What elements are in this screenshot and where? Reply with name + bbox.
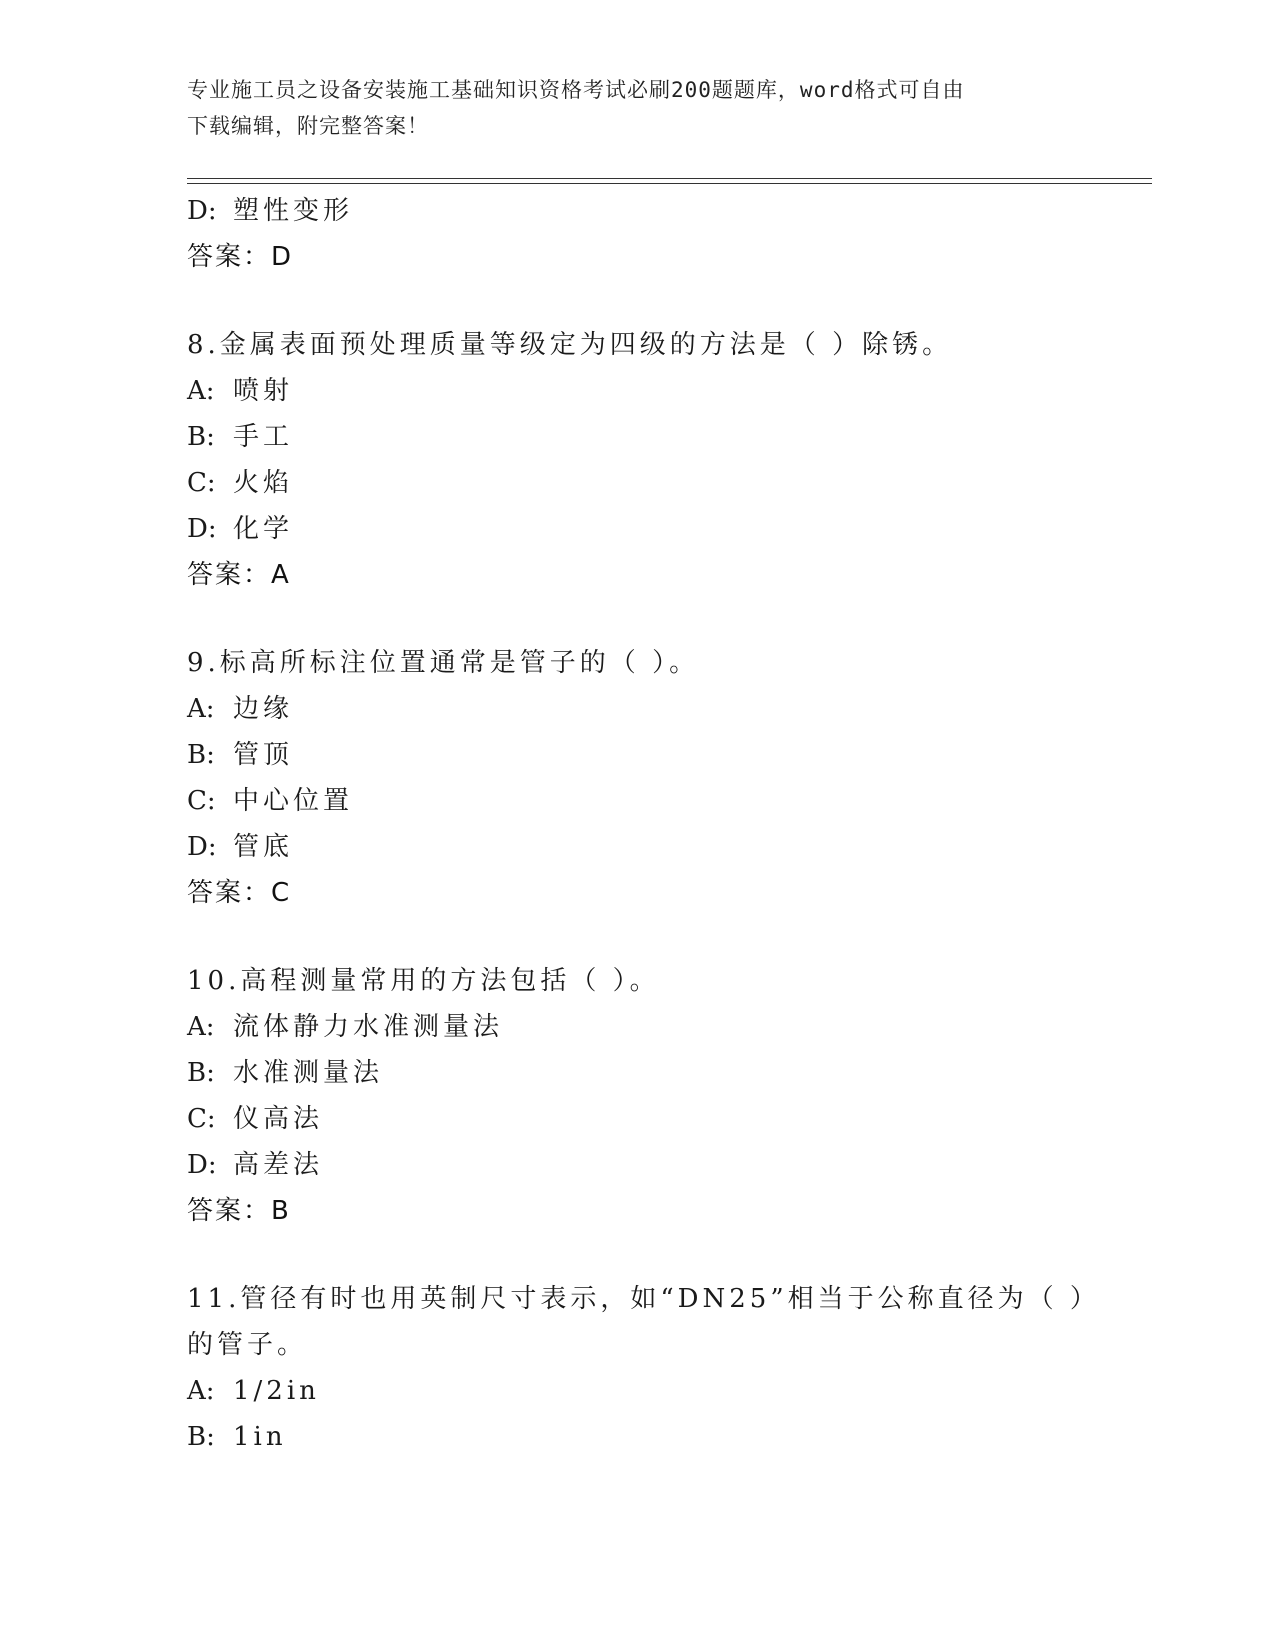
answer-line: 答案：B bbox=[187, 1196, 291, 1226]
option-text: 火焰 bbox=[233, 468, 294, 498]
option-text: 水准测量法 bbox=[233, 1058, 384, 1088]
option-letter: B: bbox=[187, 1058, 215, 1088]
option-a bbox=[187, 368, 1087, 414]
option-d bbox=[187, 506, 1087, 552]
question-stem: 9.标高所标注位置通常是管子的（ ）。 bbox=[187, 648, 700, 678]
option-text: 高差法 bbox=[233, 1150, 324, 1180]
option-text: 管顶 bbox=[233, 740, 294, 770]
option-b bbox=[187, 1414, 1087, 1460]
option-letter: A: bbox=[187, 1376, 215, 1406]
option-text: 边缘 bbox=[233, 694, 294, 724]
option-text: 手工 bbox=[233, 422, 294, 452]
header-divider-bottom bbox=[187, 183, 1152, 184]
question-stem: 8.金属表面预处理质量等级定为四级的方法是（ ）除锈。 bbox=[187, 330, 953, 360]
option-letter: C: bbox=[187, 468, 216, 498]
option-letter: A: bbox=[187, 694, 215, 724]
option-letter: D: bbox=[187, 196, 217, 226]
option-text: 管底 bbox=[233, 832, 294, 862]
option-text: 1in bbox=[233, 1422, 287, 1452]
option-letter: C: bbox=[187, 1104, 216, 1134]
option-letter: D: bbox=[187, 514, 217, 544]
question-stem-line-1: 11.管径有时也用英制尺寸表示，如“DN25”相当于公称直径为（ ） bbox=[187, 1284, 1100, 1314]
option-text: 仪高法 bbox=[233, 1104, 324, 1134]
option-letter: D: bbox=[187, 832, 217, 862]
question-stem: 10.高程测量常用的方法包括（ ）。 bbox=[187, 966, 660, 996]
option-c bbox=[187, 1096, 1087, 1142]
option-letter: B: bbox=[187, 422, 215, 452]
answer-line: 答案：A bbox=[187, 560, 291, 590]
option-c bbox=[187, 460, 1087, 506]
option-d bbox=[187, 1142, 1087, 1188]
option-text: 化学 bbox=[233, 514, 294, 544]
question-10 bbox=[187, 958, 1087, 1234]
option-text: 喷射 bbox=[233, 376, 294, 406]
option-letter: B: bbox=[187, 740, 215, 770]
option-text: 流体静力水准测量法 bbox=[233, 1012, 504, 1042]
option-a bbox=[187, 1368, 1087, 1414]
question-stem-line-2: 的管子。 bbox=[187, 1330, 308, 1360]
question-list bbox=[187, 188, 1100, 1460]
header-divider-top bbox=[187, 178, 1152, 179]
option-text: 塑性变形 bbox=[233, 196, 354, 226]
option-letter: B: bbox=[187, 1422, 215, 1452]
option-a bbox=[187, 1004, 1087, 1050]
option-text: 1/2in bbox=[233, 1376, 320, 1406]
option-letter: C: bbox=[187, 786, 216, 816]
question-11 bbox=[187, 1276, 1100, 1460]
answer-line: 答案：C bbox=[187, 878, 292, 908]
option-letter: A: bbox=[187, 376, 215, 406]
option-c bbox=[187, 778, 1087, 824]
option-b bbox=[187, 1050, 1087, 1096]
option-letter: A: bbox=[187, 1012, 215, 1042]
option-d bbox=[187, 188, 1087, 234]
option-b bbox=[187, 732, 1087, 778]
option-d bbox=[187, 824, 1087, 870]
header-line-2: 下载编辑，附完整答案！ bbox=[187, 114, 429, 138]
document-header bbox=[187, 72, 1067, 144]
header-line-1: 专业施工员之设备安装施工基础知识资格考试必刷200题题库，word格式可自由 bbox=[187, 78, 965, 102]
question-9 bbox=[187, 640, 1087, 916]
option-letter: D: bbox=[187, 1150, 217, 1180]
option-b bbox=[187, 414, 1087, 460]
option-a bbox=[187, 686, 1087, 732]
option-text: 中心位置 bbox=[233, 786, 354, 816]
answer-line: 答案：D bbox=[187, 242, 294, 272]
question-8 bbox=[187, 322, 1087, 598]
